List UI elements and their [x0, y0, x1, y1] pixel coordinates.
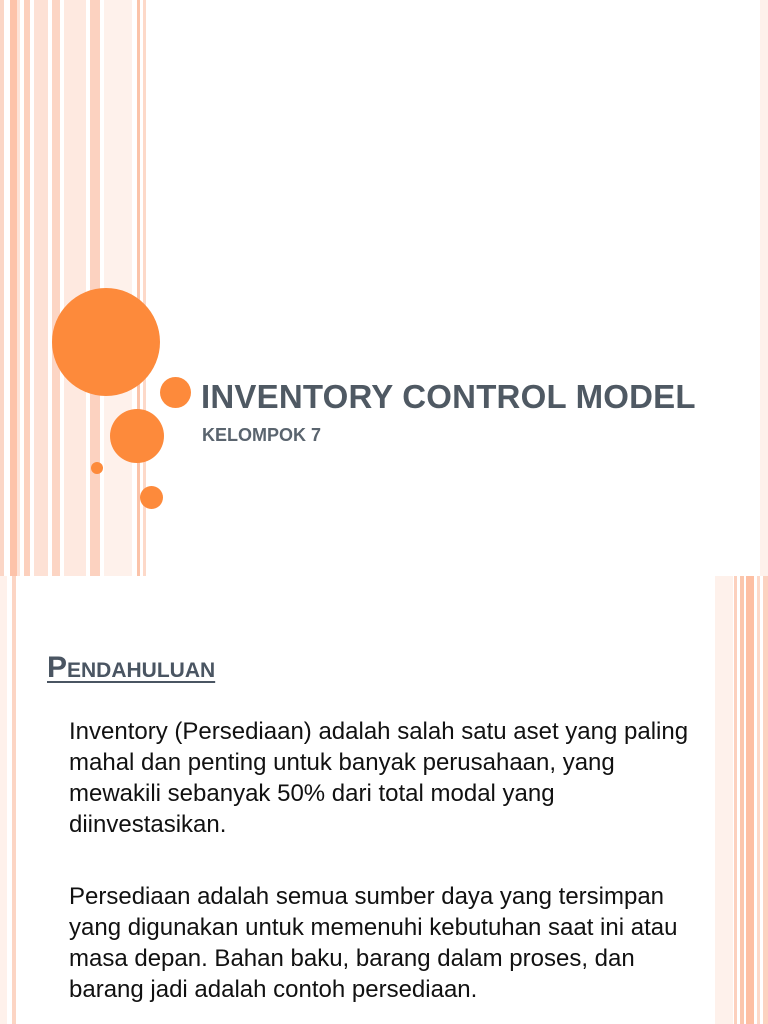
decorative-stripe — [763, 576, 768, 1024]
body-paragraph: Inventory (Persediaan) adalah salah satu aset yang paling mahal dan penting untuk banyak perusahaan, yang mewakili sebanyak 50% dari total modal yang diinvestasikan. — [69, 718, 689, 838]
decorative-stripe — [760, 0, 768, 576]
decorative-stripe — [12, 576, 16, 1024]
small-circle-decoration — [140, 486, 163, 509]
decorative-stripe — [10, 0, 17, 576]
large-circle-decoration — [52, 288, 160, 396]
slide-subtitle: KELOMPOK 7 — [202, 425, 322, 445]
decorative-stripe — [757, 576, 760, 1024]
decorative-stripe — [734, 576, 737, 1024]
decorative-stripe — [0, 0, 4, 576]
decorative-stripe — [137, 0, 140, 576]
content-slide — [0, 576, 768, 1024]
small-circle-decoration — [160, 377, 191, 408]
decorative-stripe — [34, 0, 48, 576]
slide-title: INVENTORY CONTROL MODEL — [201, 378, 696, 415]
decorative-stripe — [24, 0, 30, 576]
decorative-stripe — [0, 576, 7, 1024]
tiny-circle-decoration — [91, 462, 103, 474]
decorative-stripe — [740, 576, 744, 1024]
decorative-stripe — [746, 576, 754, 1024]
decorative-stripe — [52, 0, 60, 576]
medium-circle-decoration — [110, 409, 164, 463]
section-heading: Pendahuluan — [47, 651, 216, 684]
decorative-stripe — [64, 0, 86, 576]
decorative-stripe — [17, 0, 20, 576]
body-paragraph: Persediaan adalah semua sumber daya yang tersimpan yang digunakan untuk memenuhi kebutuhan saat ini atau masa depan. Bahan baku, barang dalam proses, dan barang jadi adalah contoh persediaan. — [69, 883, 678, 1003]
decorative-stripe — [715, 576, 733, 1024]
